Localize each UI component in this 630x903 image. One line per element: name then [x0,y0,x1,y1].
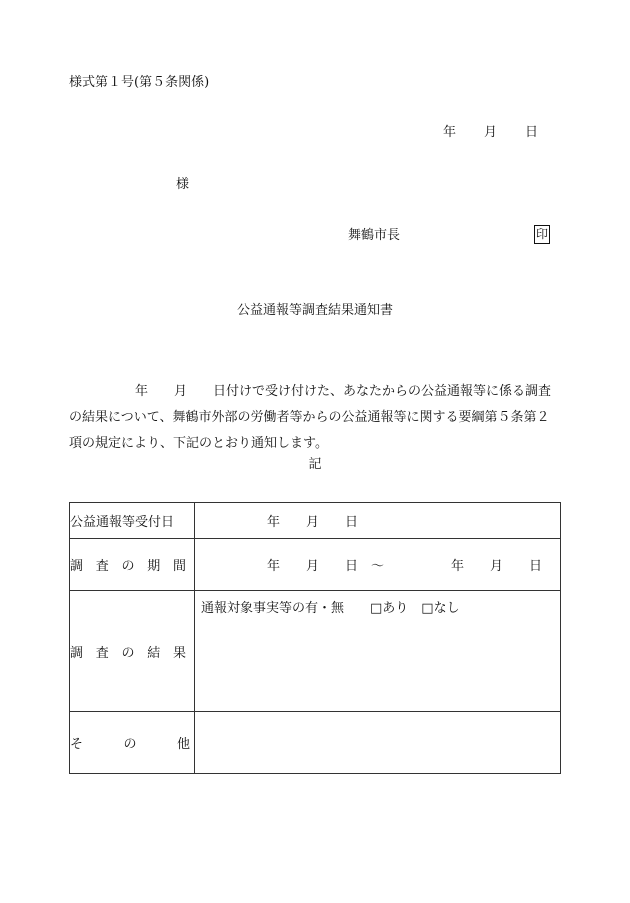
other-label [70,712,195,774]
other-label-char: の [123,737,137,752]
body-paragraph [69,379,561,457]
date-day: 日 [525,125,539,140]
document-title: 公益通報等調査結果通知書 [236,303,393,318]
date-month: 月 [484,125,498,140]
table-row-period [70,539,561,591]
body-line-2: の結果について、舞鶴市外部の労働者等からの公益通報等に関する要綱第５条第２ [69,410,550,425]
body-line-3: 項の規定により、下記のとおり通知します。 [69,436,328,451]
receipt-date-value [195,503,561,539]
result-label-char: の [121,645,135,661]
other-value [195,712,561,774]
result-label-char: 結 [147,645,161,661]
period-label-char: 期 [147,559,161,574]
result-label [70,591,195,712]
result-table [69,502,561,774]
table-row-result [70,591,561,712]
result-value: 通報対象事実等の有・無 □あり □なし [195,591,561,712]
body-line-1: 年 月 日付けで受け付けた、あなたからの公益通報等に係る調査 [135,384,552,399]
addressee-suffix: 様 [176,177,190,192]
date-year: 年 [443,125,457,140]
seal-mark: 印 [534,225,550,244]
period-label-char: の [121,559,135,574]
period-label-char: 調 [70,559,84,574]
other-label-char: 他 [176,737,190,752]
ki-heading: 記 [308,457,322,472]
form-number: 様式第１号(第５条関係) [69,75,210,90]
result-label-char: 果 [172,645,186,661]
period-label-char: 査 [95,559,109,574]
issue-date [443,125,538,141]
period-to: 年 月 日 [451,559,543,574]
period-label-char: 間 [172,559,186,574]
period-value [195,539,561,591]
issuer-name: 舞鶴市長 [348,228,401,243]
table-row-other [70,712,561,774]
other-label-char: そ [70,737,84,752]
table-row-receipt-date [70,503,561,539]
result-label-char: 調 [70,645,84,661]
period-label [70,539,195,591]
period-from: 年 月 日 ～ [267,559,385,574]
result-label-char: 査 [95,645,109,661]
receipt-date-label: 公益通報等受付日 [70,503,195,539]
receipt-date-text: 年 月 日 [267,515,359,530]
